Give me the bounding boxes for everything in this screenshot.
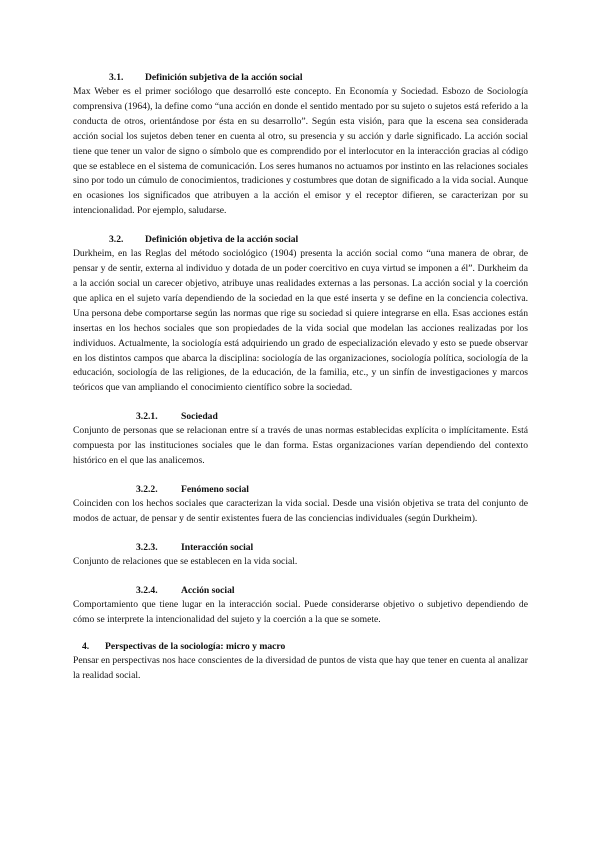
section-title: Acción social (181, 584, 235, 596)
section-title: Fenómeno social (181, 483, 249, 495)
section-number: 3.2.2. (136, 483, 158, 495)
section-body-4: Pensar en perspectivas nos hace conscientes de la diversidad de puntos de vista que hay que tener en cuenta al analizar la realidad social. (73, 655, 528, 682)
section-title: Perspectivas de la sociología: micro y macro (105, 641, 286, 653)
section-heading-4 (73, 639, 528, 654)
section-body-3-2-4: Comportamiento que tiene lugar en la interacción social. Puede considerarse objetivo o subjetivo dependiendo de cómo se interprete la intencionalidad del sujeto y la coerción a la que se somete. (73, 598, 528, 625)
section-number: 4. (82, 641, 90, 653)
section-number: 3.2. (109, 234, 124, 246)
section-heading-3-2-1 (73, 409, 528, 424)
section-number: 3.1. (109, 72, 124, 83)
section-title: Definición subjetiva de la acción social (145, 72, 303, 83)
section-number: 3.2.4. (136, 584, 158, 596)
section-body-3-2-2: Coinciden con los hechos sociales que caracterizan la vida social. Desde una visión objetiva se trata del conjunto de modos de actuar, de pensar y de sentir existentes fuera de las conciencias individuales (según Durkheim). (73, 497, 528, 524)
section-number: 3.2.1. (136, 411, 158, 423)
section-body-3-1: Max Weber es el primer sociólogo que desarrolló este concepto. En Economía y Sociedad. Esbozo de Sociología comprensiva (1964), la define como “una acción en donde el sentido mentado por su sujeto o sujetos está referido a la conducta de otros, orientándose por ésta en su desarrollo”. Según esta visión, para que la escena sea considerada acción social los sujetos deben tener en cuenta al otro, su presencia y su acción y darle significado. La acción social tiene que tener un valor de signo o símbolo que es comprendido por el interlocutor en la interacción gracias al código que se establece en el sistema de comunicación. Los seres humanos no actuamos por instinto en las relaciones sociales sino por todo un cúmulo de conocimientos, tradiciones y costumbres que dotan de significado a la vida social. Aunque en ocasiones los significados que atribuyen a la acción el emisor y el receptor difieren, se caracterizan por su intencionalidad. Por ejemplo, saludarse. (73, 86, 528, 217)
section-body-3-2: Durkheim, en las Reglas del método sociológico (1904) presenta la acción social como “una manera de obrar, de pensar y de sentir, externa al individuo y dotada de un poder coercitivo en cuya virtud se imponen a él”. Durkheim da a la acción social un carecer objetivo, atribuye unas realidades externas a las personas. La acción social y la coerción que aplica en el sujeto varía dependiendo de la sociedad en la que esté inserta y se define en la conciencia colectiva. Una persona debe comportarse según las normas que rige su sociedad si quiere integrarse en ella. Esas acciones están insertas en los hechos sociales que son propiedades de la vida social que modelan las acciones realizadas por los individuos. Actualmente, la sociología está adquiriendo un grado de especialización elevado y esto se puede observar en los distintos campos que abarca la disciplina: sociología de las organizaciones, sociología política, sociología de la educación, sociología de las religiones, de la educación, de la familia, etc., y un sinfín de investigaciones y marcos teóricos que van ampliando el conocimiento científico sobre la sociedad. (73, 248, 528, 394)
section-title: Interacción social (181, 541, 254, 553)
section-body-3-2-1: Conjunto de personas que se relacionan entre sí a través de unas normas establecidas explícita o implícitamente. Está compuesta por las instituciones sociales que le dan forma. Estas organizaciones varían dependiendo del contexto histórico en el que las analicemos. (73, 425, 528, 467)
document-page (73, 70, 528, 684)
section-heading-3-2 (73, 232, 528, 247)
section-heading-3-2-2 (73, 482, 528, 497)
section-title: Sociedad (181, 411, 218, 423)
section-title: Definición objetiva de la acción social (145, 234, 299, 246)
section-body-3-2-3: Conjunto de relaciones que se establecen en la vida social. (73, 555, 298, 567)
section-number: 3.2.3. (136, 541, 158, 553)
section-heading-3-2-4 (73, 583, 528, 598)
section-heading-3-2-3 (73, 540, 528, 555)
section-heading-3-1 (73, 70, 528, 85)
